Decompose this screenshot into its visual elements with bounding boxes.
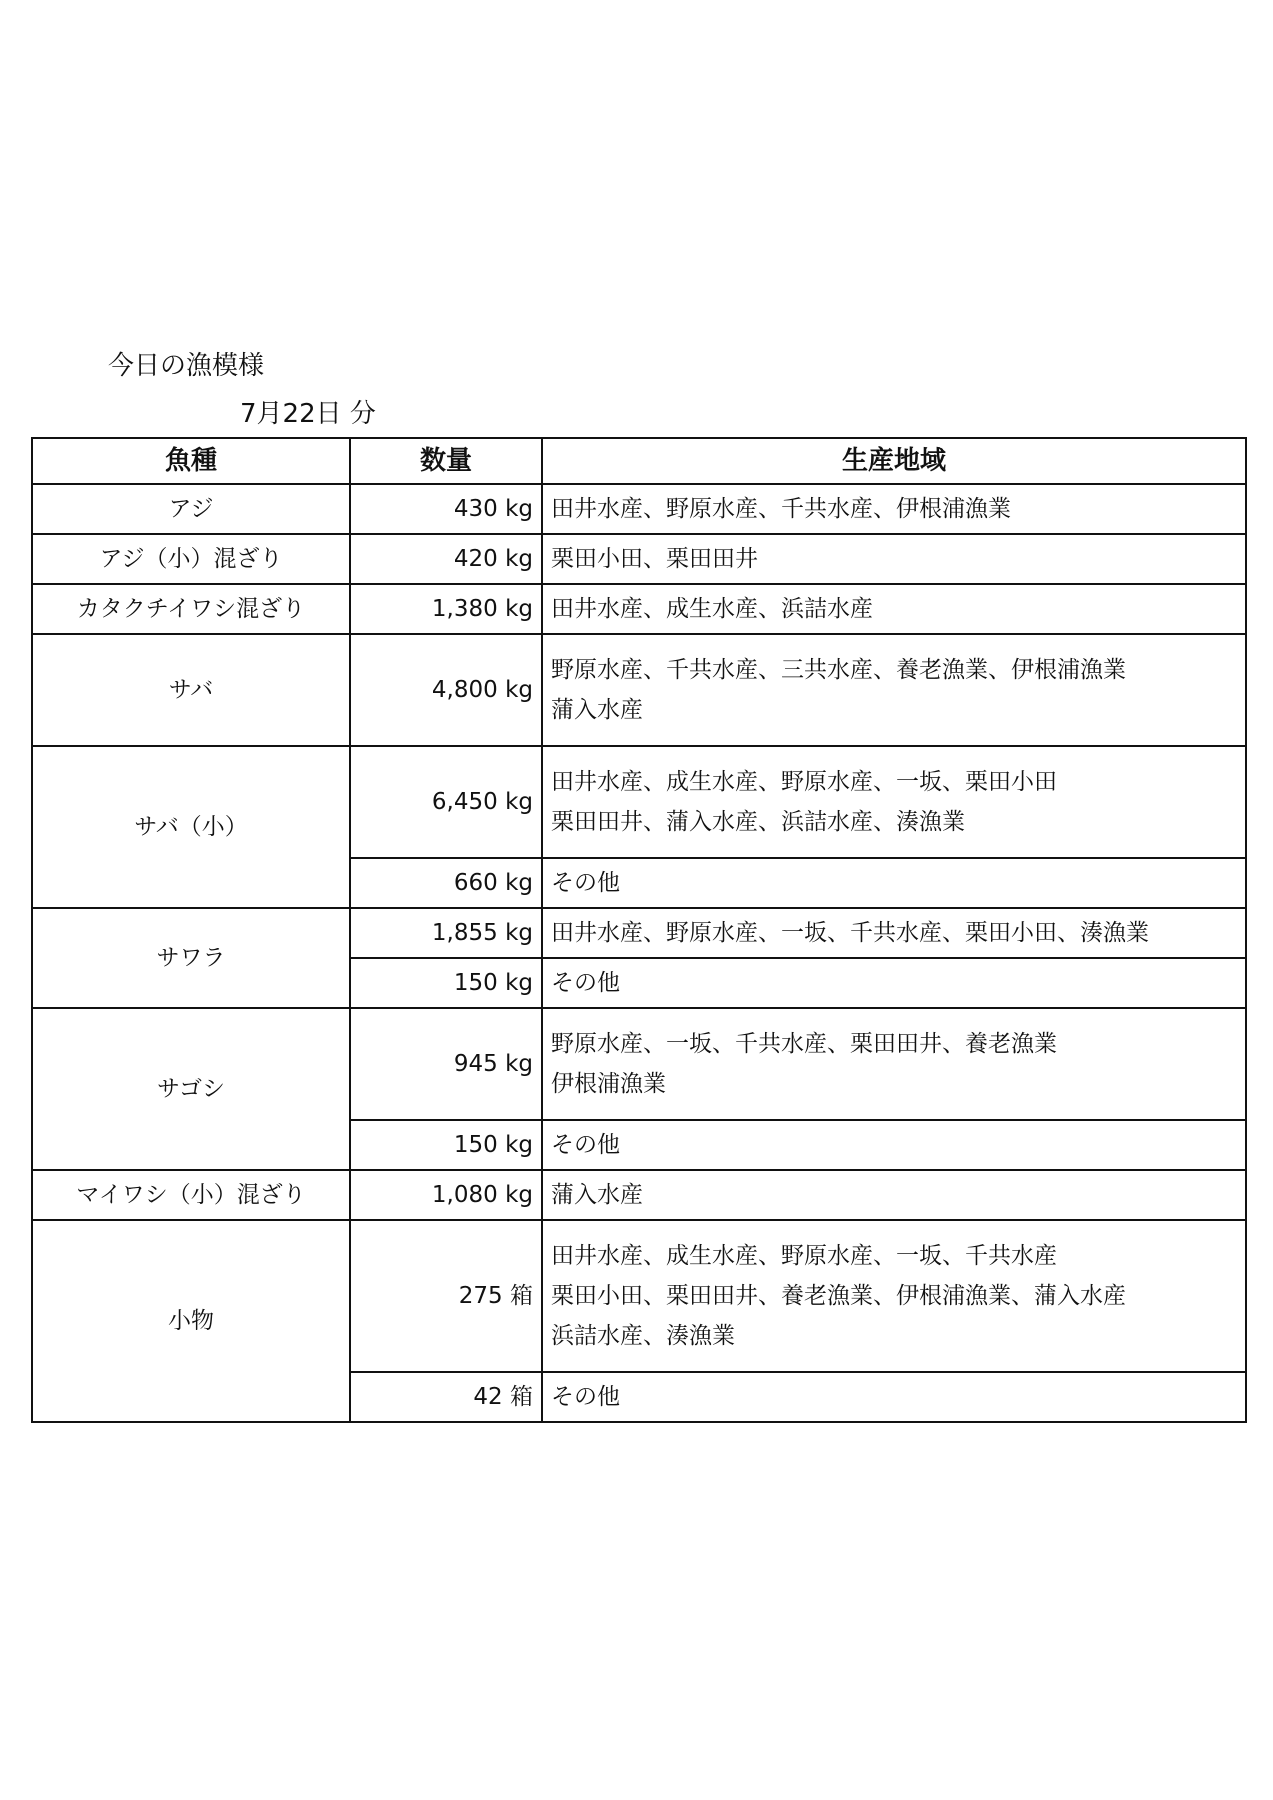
region-cell	[542, 1008, 1246, 1120]
quantity-cell: 150 kg	[350, 1120, 542, 1170]
region-line: 栗田小田、栗田田井	[551, 546, 758, 572]
page-title: 今日の漁模様	[108, 351, 265, 381]
table-row	[32, 484, 1246, 534]
region-line: 田井水産、成生水産、野原水産、一坂、千共水産	[551, 1243, 1057, 1269]
region-line: 野原水産、千共水産、三共水産、養老漁業、伊根浦漁業	[551, 657, 1126, 683]
region-line: その他	[551, 1132, 620, 1158]
table-row	[32, 1008, 1246, 1120]
region-line: 田井水産、野原水産、千共水産、伊根浦漁業	[551, 496, 1011, 522]
quantity-cell: 1,380 kg	[350, 584, 542, 634]
quantity-cell: 430 kg	[350, 484, 542, 534]
table-header-row	[32, 438, 1246, 484]
region-line: 栗田田井、蒲入水産、浜詰水産、湊漁業	[551, 809, 965, 835]
quantity-cell: 945 kg	[350, 1008, 542, 1120]
species-cell: マイワシ（小）混ざり	[32, 1170, 350, 1220]
species-cell: サワラ	[32, 908, 350, 1008]
region-cell	[542, 584, 1246, 634]
quantity-cell: 150 kg	[350, 958, 542, 1008]
species-cell: サバ	[32, 634, 350, 746]
region-cell	[542, 1170, 1246, 1220]
species-cell: 小物	[32, 1220, 350, 1422]
region-line: 田井水産、野原水産、一坂、千共水産、栗田小田、湊漁業	[551, 920, 1149, 946]
region-cell	[542, 1220, 1246, 1372]
region-line: その他	[551, 870, 620, 896]
table-row	[32, 908, 1246, 958]
region-cell	[542, 534, 1246, 584]
species-cell: アジ（小）混ざり	[32, 534, 350, 584]
region-cell	[542, 1120, 1246, 1170]
quantity-cell: 42 箱	[350, 1372, 542, 1422]
quantity-cell: 660 kg	[350, 858, 542, 908]
region-cell	[542, 634, 1246, 746]
region-line: 浜詰水産、湊漁業	[551, 1323, 735, 1349]
quantity-cell: 275 箱	[350, 1220, 542, 1372]
report-date: 7月22日 分	[240, 399, 376, 429]
table-row	[32, 1170, 1246, 1220]
region-cell	[542, 908, 1246, 958]
species-cell: カタクチイワシ混ざり	[32, 584, 350, 634]
region-cell	[542, 484, 1246, 534]
quantity-cell: 4,800 kg	[350, 634, 542, 746]
region-line: その他	[551, 970, 620, 996]
quantity-cell: 420 kg	[350, 534, 542, 584]
region-line: 田井水産、成生水産、野原水産、一坂、栗田小田	[551, 769, 1057, 795]
region-line: 伊根浦漁業	[551, 1071, 666, 1097]
species-cell: サゴシ	[32, 1008, 350, 1170]
region-cell	[542, 746, 1246, 858]
table-row	[32, 534, 1246, 584]
catch-table	[31, 437, 1247, 1423]
species-cell: アジ	[32, 484, 350, 534]
quantity-cell: 6,450 kg	[350, 746, 542, 858]
table-row	[32, 584, 1246, 634]
header-species: 魚種	[32, 438, 350, 484]
region-line: 栗田小田、栗田田井、養老漁業、伊根浦漁業、蒲入水産	[551, 1283, 1126, 1309]
header-region: 生産地域	[542, 438, 1246, 484]
region-line: その他	[551, 1384, 620, 1410]
table-row	[32, 1220, 1246, 1372]
quantity-cell: 1,080 kg	[350, 1170, 542, 1220]
region-line: 田井水産、成生水産、浜詰水産	[551, 596, 873, 622]
header-quantity: 数量	[350, 438, 542, 484]
table-row	[32, 634, 1246, 746]
region-line: 蒲入水産	[551, 697, 643, 723]
region-line: 野原水産、一坂、千共水産、栗田田井、養老漁業	[551, 1031, 1057, 1057]
region-cell	[542, 858, 1246, 908]
table-row	[32, 746, 1246, 858]
region-cell	[542, 1372, 1246, 1422]
table-body	[32, 484, 1246, 1422]
region-line: 蒲入水産	[551, 1182, 643, 1208]
quantity-cell: 1,855 kg	[350, 908, 542, 958]
region-cell	[542, 958, 1246, 1008]
species-cell: サバ（小）	[32, 746, 350, 908]
